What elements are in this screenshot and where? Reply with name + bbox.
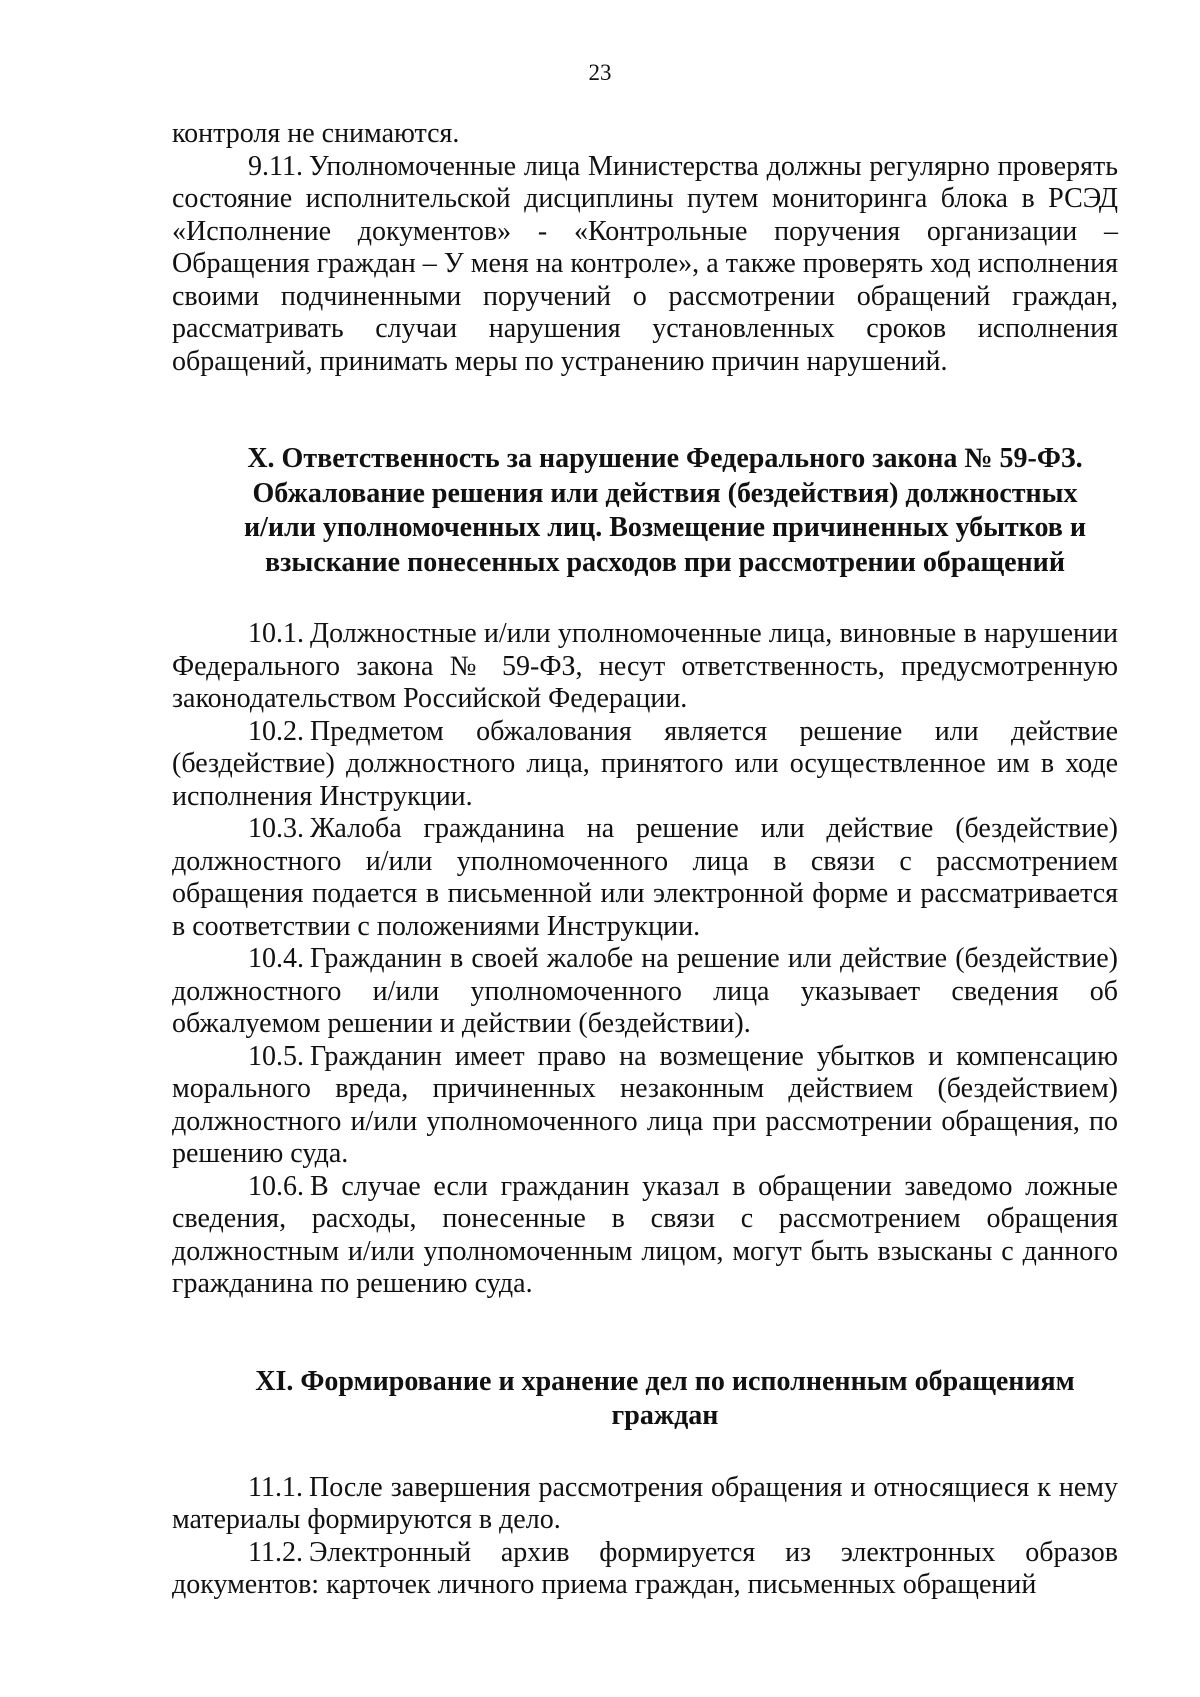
paragraph-number: 9.11. <box>248 150 303 182</box>
paragraph-text: В случае если гражданин указал в обращении заведомо ложные сведения, расходы, понесенные в связи с рассмотрением обращения должностным и/или уполномоченным лицом, могут быть взысканы с данного гражданина по решению суда. <box>172 1170 1118 1299</box>
heading-line: Обжалование решения или действия (бездействия) должностных <box>252 477 1078 509</box>
heading-line: граждан <box>611 1400 719 1431</box>
heading-line: XI. Формирование и хранение дел по исполненным обращениям <box>255 1365 1075 1397</box>
paragraph-text: Жалоба гражданина на решение или действие (бездействие) должностного и/или уполномоченного лица в связи с рассмотрением обращения подается в письменной или электронной форме и рассматривается в соответствии с положениями Инструкции. <box>172 813 1118 942</box>
paragraph-10-1 <box>172 618 1118 716</box>
heading-line: X. Ответственность за нарушение Федерального закона № 59-ФЗ. <box>247 443 1083 474</box>
paragraph-text: Должностные и/или уполномоченные лица, виновные в нарушении Федерального закона № 59-ФЗ, несут ответственность, предусмотренную законодательством Российской Федерации. <box>172 618 1118 714</box>
paragraph-10-5 <box>172 1041 1118 1171</box>
paragraph-10-3 <box>172 813 1118 943</box>
section-heading-x <box>212 442 1118 580</box>
paragraph-number: 11.1. <box>248 1471 303 1503</box>
page-content <box>172 118 1118 1602</box>
paragraph-number: 10.2. <box>248 715 304 747</box>
paragraph-number: 11.2. <box>248 1536 303 1568</box>
paragraph-text: Гражданин имеет право на возмещение убытков и компенсацию морального вреда, причиненных незаконным действием (бездействием) должностного и/или уполномоченного лица при рассмотрении обращения, по решению суда. <box>172 1040 1118 1169</box>
paragraph-number: 10.3. <box>248 813 304 844</box>
paragraph-number: 10.1. <box>248 618 304 649</box>
paragraph-continuation: контроля не снимаются. <box>172 118 460 149</box>
paragraph-9-11 <box>172 151 1118 379</box>
paragraph-10-4 <box>172 943 1118 1041</box>
heading-line: и/или уполномоченных лиц. Возмещение причиненных убытков и <box>243 512 1087 543</box>
paragraph-text: Предметом обжалования является решение или действие (бездействие) должностного лица, принятого или осуществленное им в ходе исполнения Инструкции. <box>172 715 1118 812</box>
page-number: 23 <box>588 60 612 85</box>
paragraph-text: Гражданин в своей жалобе на решение или действие (бездействие) должностного и/или уполномоченного лица указывает сведения об обжалуемом решении и действии (бездействии). <box>172 943 1118 1039</box>
paragraph-11-2 <box>172 1537 1118 1602</box>
heading-line: взыскание понесенных расходов при рассмотрении обращений <box>265 546 1065 578</box>
paragraph-text: После завершения рассмотрения обращения и относящиеся к нему материалы формируются в дело. <box>172 1471 1118 1535</box>
paragraph-number: 10.6. <box>248 1170 304 1202</box>
section-heading-xi <box>212 1365 1118 1434</box>
paragraph-number: 10.4. <box>248 943 304 974</box>
paragraph-10-6 <box>172 1171 1118 1301</box>
paragraph-text: Электронный архив формируется из электронных образов документов: карточек личного приема граждан, письменных обращений <box>172 1536 1118 1600</box>
paragraph-10-2 <box>172 716 1118 814</box>
paragraph-11-1 <box>172 1472 1118 1537</box>
paragraph-number: 10.5. <box>248 1040 304 1072</box>
paragraph-text: Уполномоченные лица Министерства должны регулярно проверять состояние исполнительской дисциплины путем мониторинга блока в РСЭД «Исполнение документов» - «Контрольные поручения организации – Обращения граждан – У меня на контроле», а также проверять ход исполнения своими подчиненными поручений о рассмотрении обращений граждан, рассматривать случаи нарушения установленных сроков исполнения обращений, принимать меры по устранению причин нарушений. <box>172 150 1118 377</box>
